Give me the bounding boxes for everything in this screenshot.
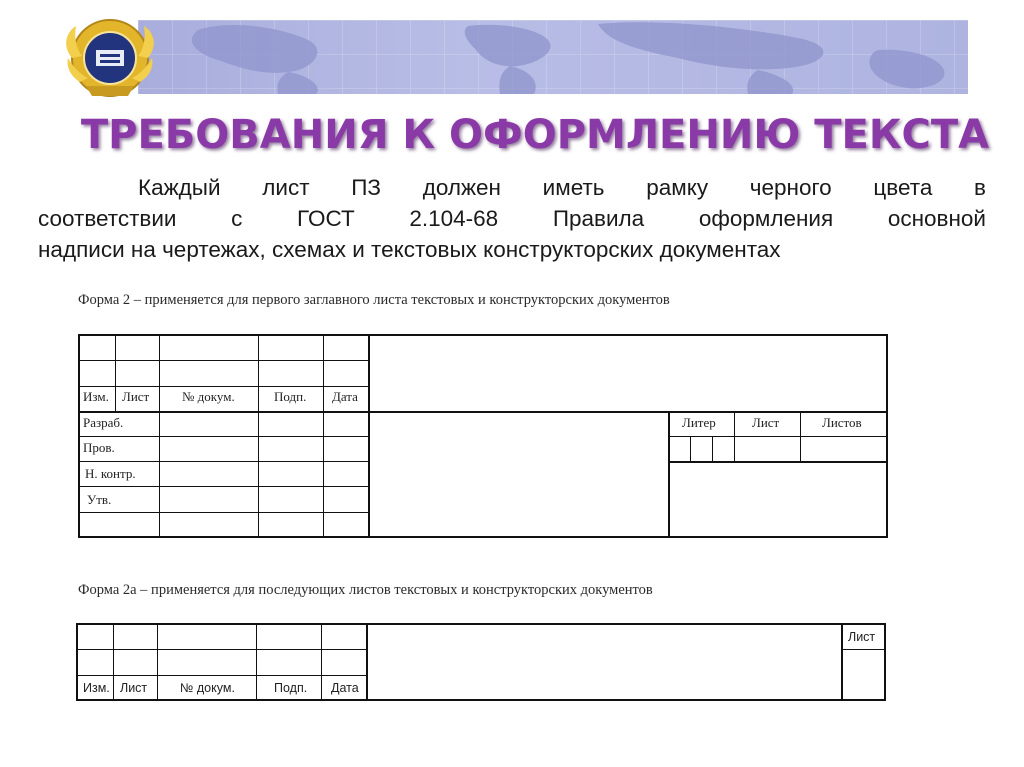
form2a-header-izm: Изм. bbox=[83, 681, 110, 695]
body-paragraph bbox=[38, 172, 986, 265]
form2a-header-list: Лист bbox=[120, 681, 148, 695]
form2a-title-block bbox=[76, 623, 886, 701]
header-banner bbox=[138, 20, 968, 94]
page-title: ТРЕБОВАНИЯ К ОФОРМЛЕНИЮ ТЕКСТА bbox=[80, 112, 990, 158]
form2-header-doc: № докум. bbox=[182, 389, 235, 404]
form2a-header-doc: № докум. bbox=[180, 681, 235, 695]
form2-header-liter: Литер bbox=[682, 415, 716, 430]
form2-row-prov: Пров. bbox=[83, 440, 115, 455]
form2a-header-date: Дата bbox=[331, 681, 359, 695]
form2a-sheet-label: Лист bbox=[848, 630, 876, 644]
form2-caption: Форма 2 – применяется для первого заглавного листа текстовых и конструкторских документов bbox=[78, 292, 670, 308]
form2-title-block bbox=[78, 334, 888, 538]
body-line: надписи на чертежах, схемах и текстовых конструкторских документах bbox=[38, 237, 781, 262]
form2-row-nkontr: Н. контр. bbox=[85, 466, 136, 481]
form2-row-razrab: Разраб. bbox=[83, 415, 124, 430]
form2-header-list: Лист bbox=[122, 389, 150, 404]
form2a-header-sign: Подп. bbox=[274, 681, 308, 695]
body-line: Каждый лист ПЗ должен иметь рамку черного цвета в bbox=[138, 175, 986, 200]
body-line: соответствии с ГОСТ 2.104-68 Правила оформления основной bbox=[38, 206, 986, 231]
form2-row-utv: Утв. bbox=[87, 492, 112, 507]
form2-header-sign: Подп. bbox=[274, 389, 307, 404]
form2-header-sheet: Лист bbox=[752, 415, 780, 430]
world-map-icon bbox=[138, 20, 968, 94]
form2a-caption: Форма 2а – применяется для последующих листов текстовых и конструкторских документов bbox=[78, 582, 653, 598]
form2-header-date: Дата bbox=[332, 389, 358, 404]
university-emblem-icon bbox=[60, 16, 160, 100]
form2-header-izm: Изм. bbox=[83, 389, 109, 404]
form2-header-sheets: Листов bbox=[822, 415, 862, 430]
